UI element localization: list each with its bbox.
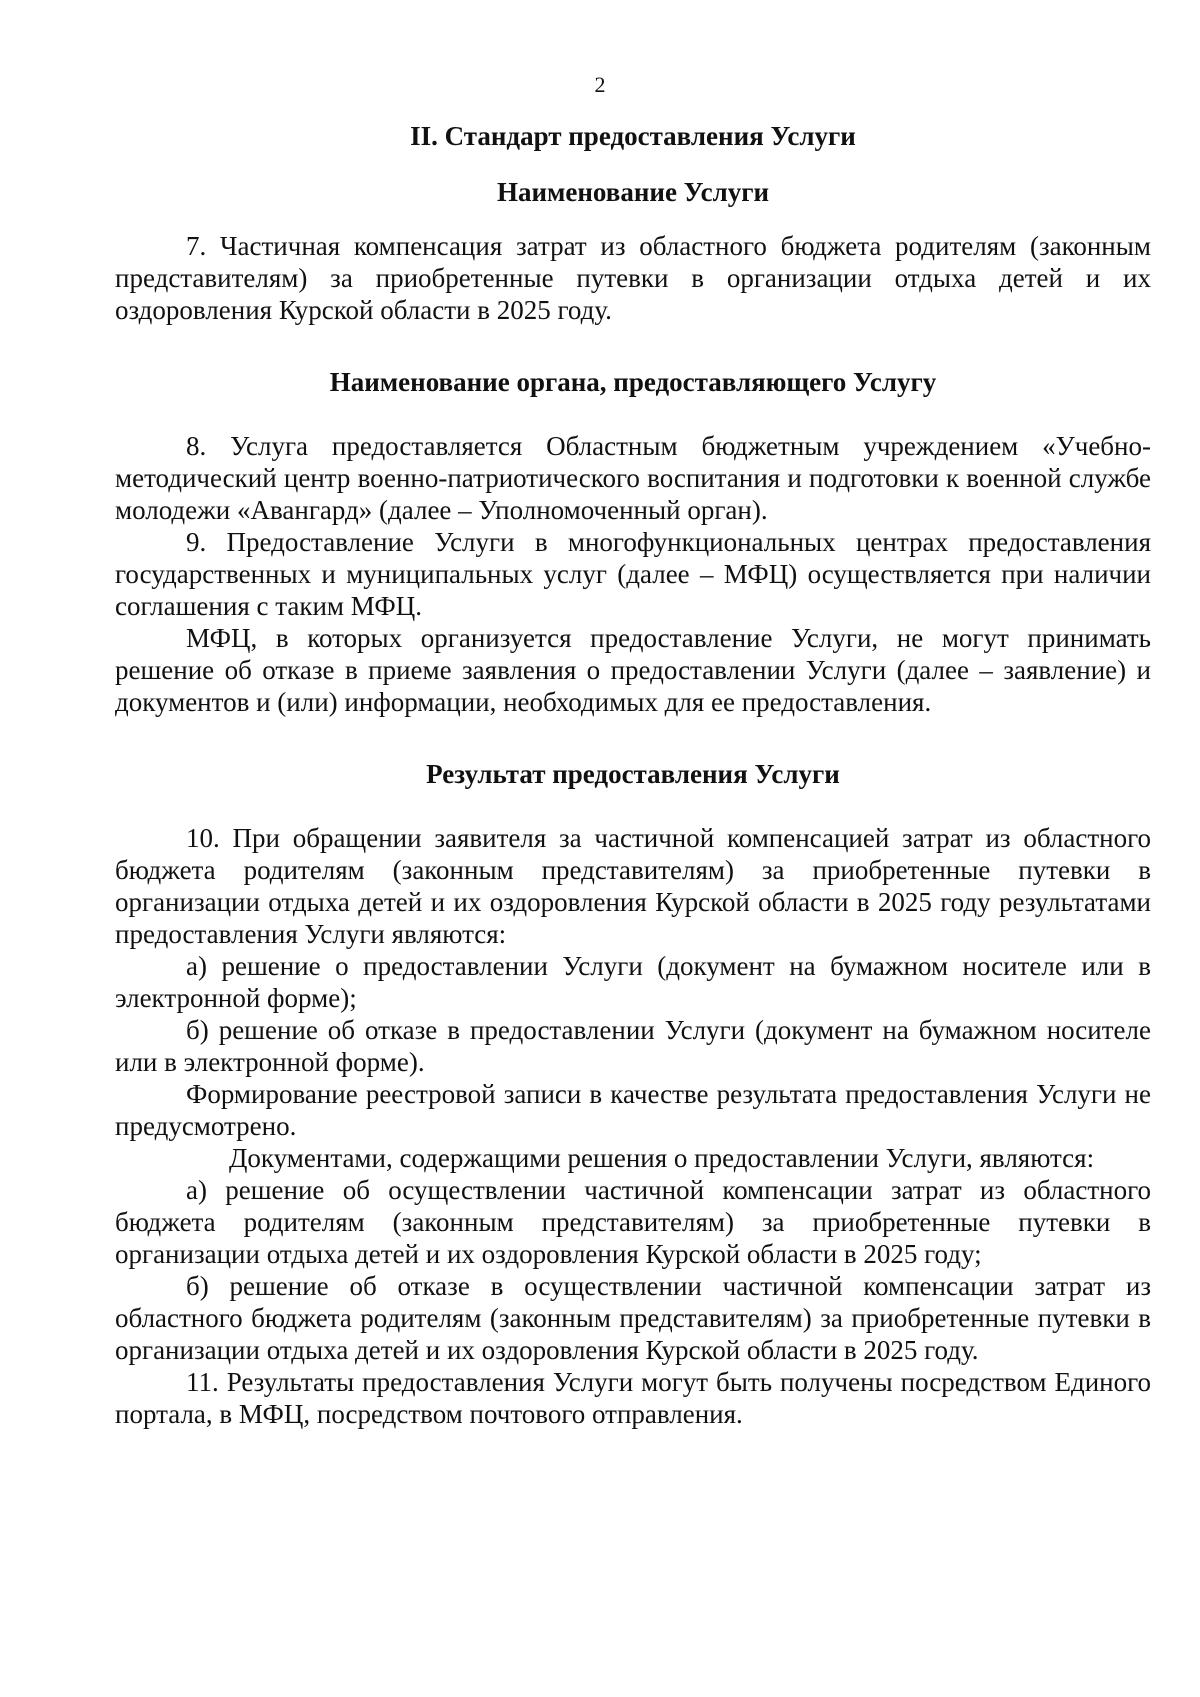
paragraph-10-doc-b: б) решение об отказе в осуществлении частичной компенсации затрат из областного бюджета родителям (законным представителям) за приобретенные путевки в организации отдыха детей и их оздоровления Курской области в 2025 году. (115, 1271, 1151, 1365)
section-heading: II. Стандарт предоставления Услуги (410, 121, 856, 151)
paragraph-10: 10. При обращении заявителя за частичной компенсацией затрат из областного бюджета родителям (законным представителям) за приобретенные путевки в организации отдыха детей и их оздоровления Курской области в 2025 году результатами предоставления Услуги являются: (115, 823, 1151, 949)
paragraph-9: 9. Предоставление Услуги в многофункциональных центрах предоставления государственных и муниципальных услуг (далее – МФЦ) осуществляется при наличии соглашения с таким МФЦ. (115, 527, 1151, 621)
subheading-service-result: Результат предоставления Услуги (426, 759, 840, 789)
subheading-service-name: Наименование Услуги (496, 177, 770, 207)
paragraph-10-a: а) решение о предоставлении Услуги (документ на бумажном носителе или в электронной форме); (115, 951, 1151, 1013)
paragraph-10-b: б) решение об отказе в предоставлении Услуги (документ на бумажном носителе или в электронной форме). (115, 1015, 1151, 1077)
paragraph-8: 8. Услуга предоставляется Областным бюджетным учреждением «Учебно-методический центр военно-патриотического воспитания и подготовки к военной службе молодежи «Авангард» (далее – Уполномоченный орган). (115, 431, 1151, 525)
document-body (115, 118, 1151, 1430)
paragraph-9-mfc: МФЦ, в которых организуется предоставление Услуги, не могут принимать решение об отказе в приеме заявления о предоставлении Услуги (далее – заявление) и документов и (или) информации, необходимых для ее предоставления. (115, 623, 1151, 717)
page-number: 2 (594, 72, 606, 97)
paragraph-7: 7. Частичная компенсация затрат из областного бюджета родителям (законным представителям) за приобретенные путевки в организации отдыха детей и их оздоровления Курской области в 2025 году. (115, 231, 1151, 325)
paragraph-10-documents: Документами, содержащими решения о предоставлении Услуги, являются: (229, 1143, 1095, 1173)
subheading-providing-organ: Наименование органа, предоставляющего Услугу (329, 367, 937, 397)
paragraph-11: 11. Результаты предоставления Услуги могут быть получены посредством Единого портала, в МФЦ, посредством почтового отправления. (115, 1367, 1151, 1429)
paragraph-10-registry: Формирование реестровой записи в качестве результата предоставления Услуги не предусмотрено. (115, 1079, 1151, 1141)
paragraph-10-doc-a: а) решение об осуществлении частичной компенсации затрат из областного бюджета родителям (законным представителям) за приобретенные путевки в организации отдыха детей и их оздоровления Курской области в 2025 году; (115, 1175, 1151, 1269)
